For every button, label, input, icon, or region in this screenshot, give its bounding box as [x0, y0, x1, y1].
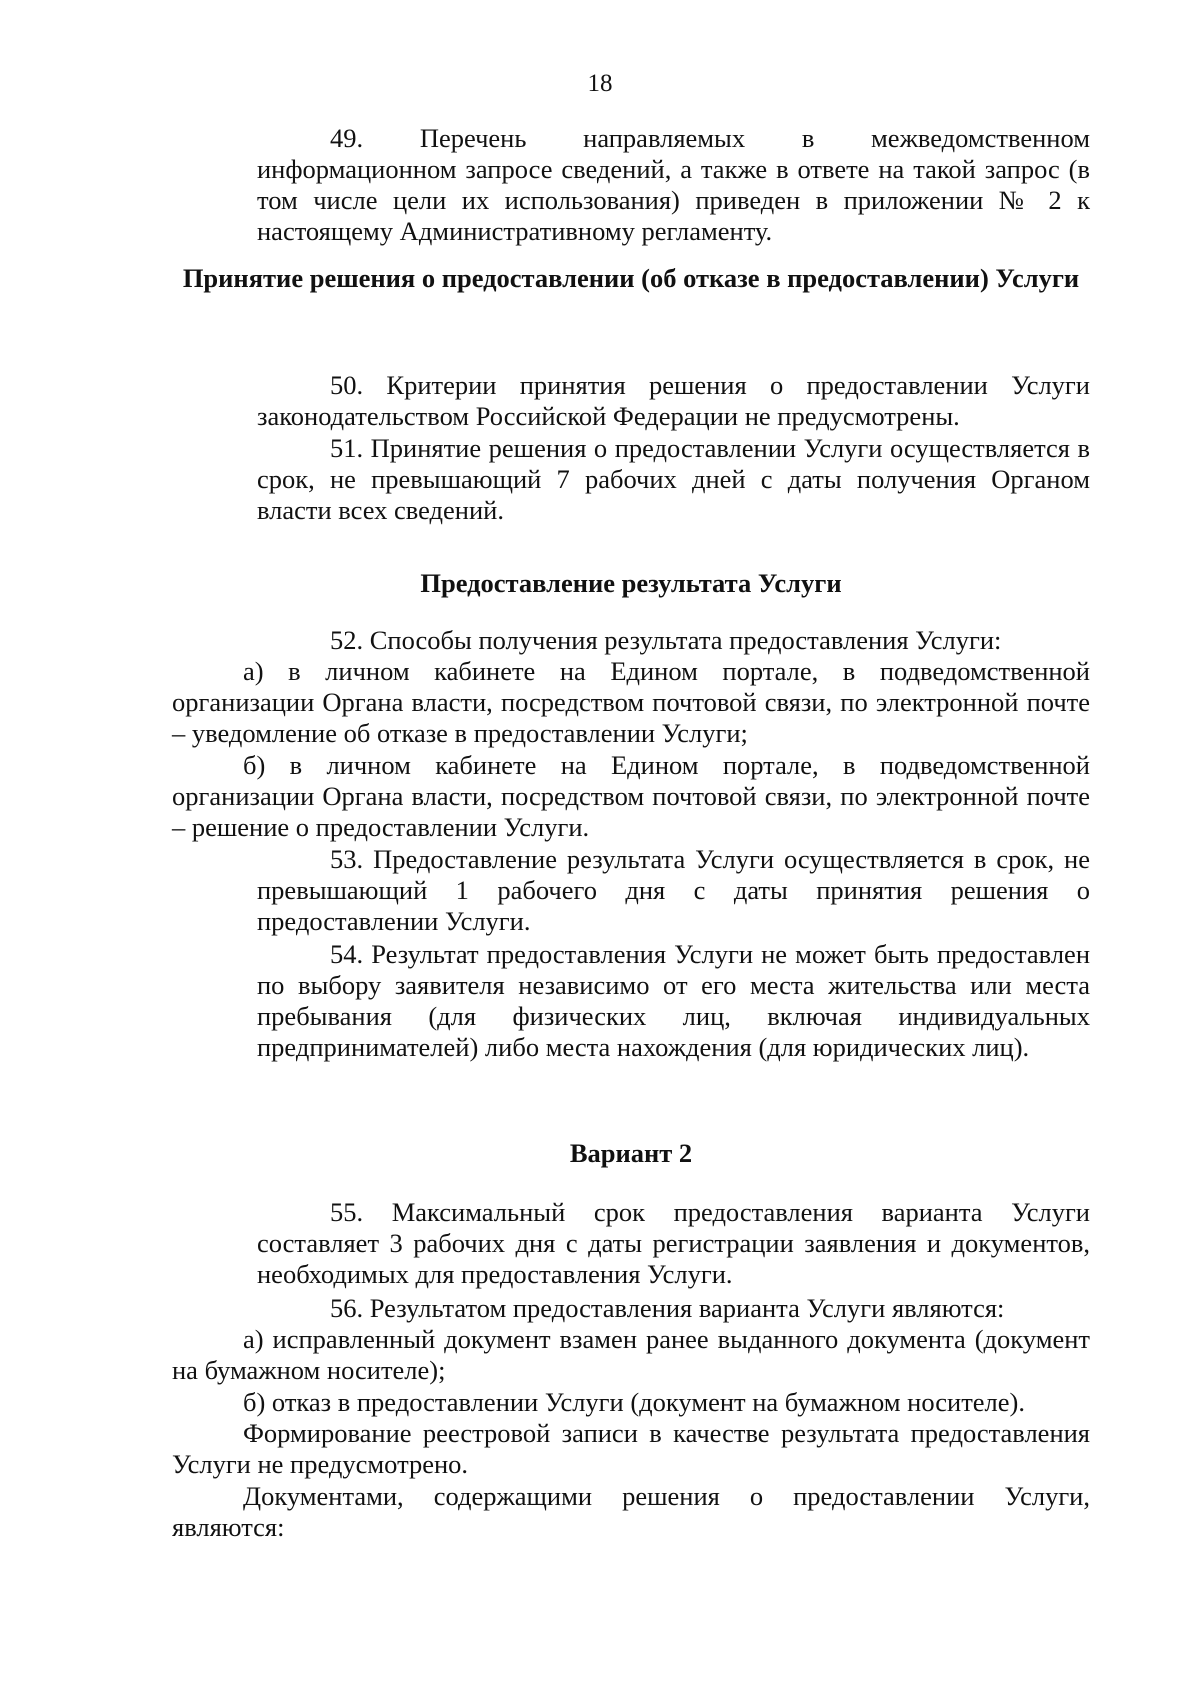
paragraph-49: 49. Перечень направляемых в межведомственном информационном запросе сведений, а также в ответе на такой запрос (в том числе цели их использования) приведен в приложении № 2 к настоящему Административному регламенту.: [257, 123, 1090, 246]
paragraph-50: 50. Критерии принятия решения о предоставлении Услуги законодательством Российской Федерации не предусмотрены.: [257, 370, 1090, 431]
paragraph-56: 56. Результатом предоставления варианта Услуги являются:: [330, 1293, 1005, 1323]
paragraph-51: 51. Принятие решения о предоставлении Услуги осуществляется в срок, не превышающий 7 рабочих дней с даты получения Органом власти всех сведений.: [257, 433, 1090, 525]
page-number: 18: [587, 70, 613, 97]
section-heading-variant-2: Вариант 2: [569, 1138, 693, 1168]
paragraph-52b: б) в личном кабинете на Едином портале, в подведомственной организации Органа власти, посредством почтовой связи, по электронной почте – решение о предоставлении Услуги.: [172, 750, 1090, 842]
paragraph-52a: а) в личном кабинете на Едином портале, в подведомственной организации Органа власти, посредством почтовой связи, по электронной почте – уведомление об отказе в предоставлении Услуги;: [172, 656, 1090, 748]
section-heading-result: Предоставление результата Услуги: [420, 568, 842, 598]
paragraph-52: 52. Способы получения результата предоставления Услуги:: [330, 625, 1002, 655]
paragraph-55: 55. Максимальный срок предоставления варианта Услуги составляет 3 рабочих дня с даты регистрации заявления и документов, необходимых для предоставления Услуги.: [257, 1197, 1090, 1289]
paragraph-registry-record: Формирование реестровой записи в качестве результата предоставления Услуги не предусмотрено.: [172, 1418, 1090, 1479]
paragraph-53: 53. Предоставление результата Услуги осуществляется в срок, не превышающий 1 рабочего дня с даты принятия решения о предоставлении Услуги.: [257, 844, 1090, 936]
paragraph-56b: б) отказ в предоставлении Услуги (документ на бумажном носителе).: [243, 1387, 1025, 1417]
paragraph-decision-documents: Документами, содержащими решения о предоставлении Услуги, являются:: [172, 1481, 1090, 1542]
section-heading-decision: Принятие решения о предоставлении (об отказе в предоставлении) Услуги: [182, 263, 1080, 293]
paragraph-56a: а) исправленный документ взамен ранее выданного документа (документ на бумажном носителе);: [172, 1324, 1090, 1385]
paragraph-54: 54. Результат предоставления Услуги не может быть предоставлен по выбору заявителя независимо от его места жительства или места пребывания (для физических лиц, включая индивидуальных предпринимателей) либо места нахождения (для юридических лиц).: [257, 939, 1090, 1062]
